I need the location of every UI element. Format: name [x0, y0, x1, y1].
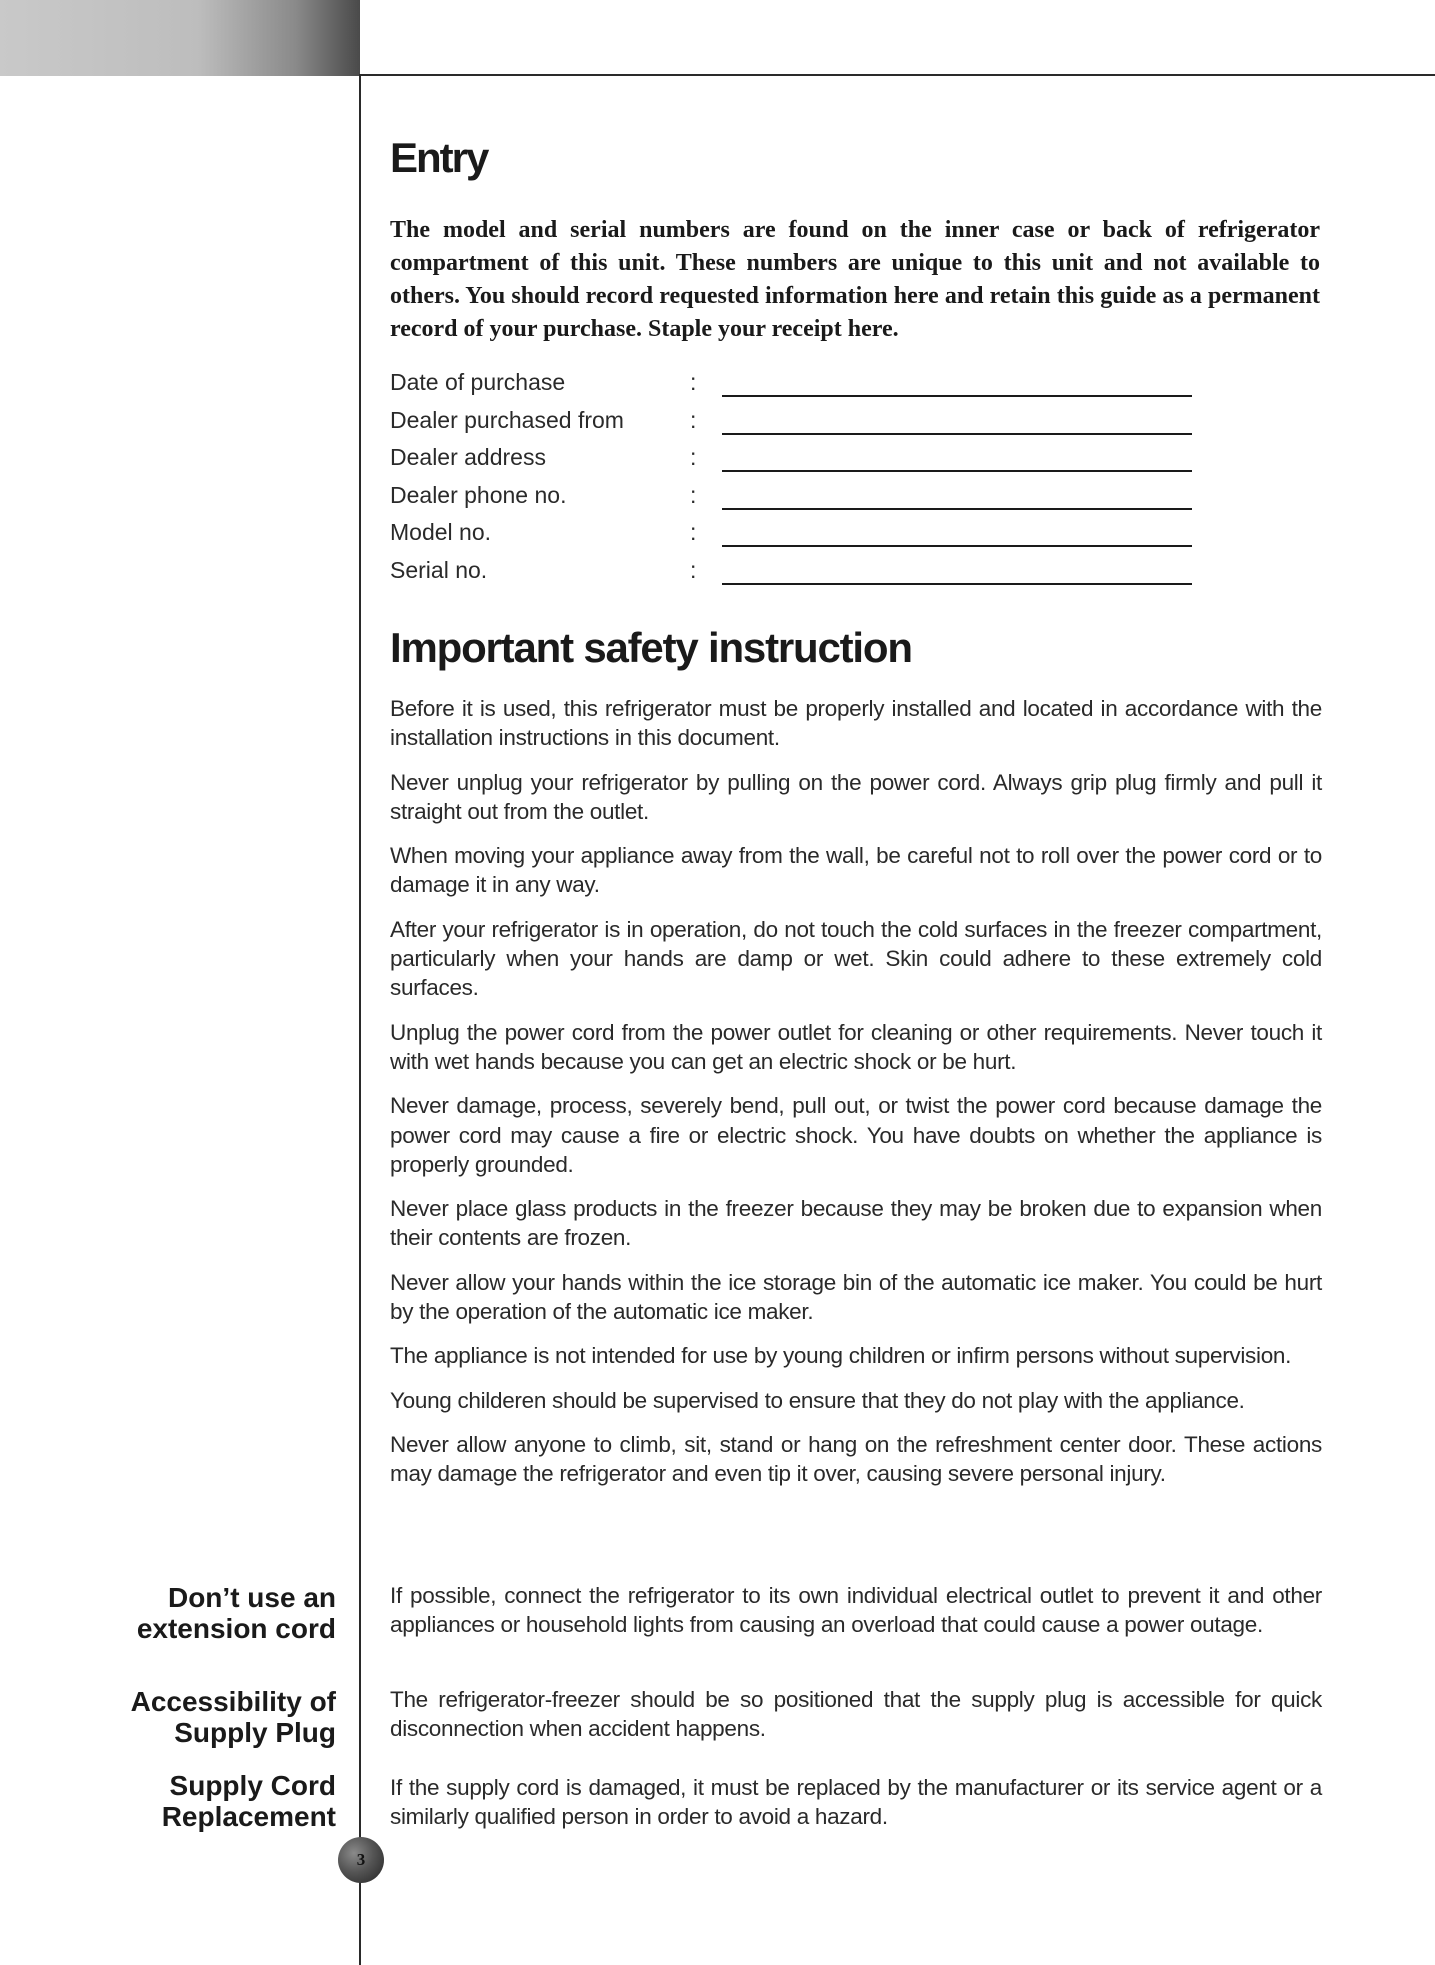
- record-label: Dealer address: [390, 444, 546, 470]
- safety-paragraph: Never unplug your refrigerator by pulling on the power cord. Always grip plug firmly and pull it straight out from the outlet.: [390, 769, 1322, 824]
- record-colon: :: [690, 519, 697, 545]
- safety-paragraph: Never damage, process, severely bend, pull out, or twist the power cord because damage the power cord may cause a fire or electric shock. You have doubts on whether the appliance is properly grounded.: [390, 1093, 1322, 1177]
- margin-rule: [359, 74, 361, 1965]
- side-heading-line: Supply Cord: [169, 1770, 336, 1801]
- side-heading-line: Accessibility of: [130, 1686, 336, 1717]
- record-blank-line: [722, 470, 1192, 472]
- record-row-dealer-address: [390, 440, 1325, 478]
- record-blank-line: [722, 433, 1192, 435]
- side-heading-line: Supply Plug: [174, 1717, 336, 1748]
- safety-title: Important safety instruction: [390, 624, 912, 671]
- record-row-date-of-purchase: [390, 365, 1325, 403]
- record-blank-line: [722, 395, 1192, 397]
- side-heading-supply-cord: [36, 1770, 336, 1832]
- record-label: Model no.: [390, 519, 492, 545]
- entry-title: Entry: [390, 134, 488, 181]
- record-colon: :: [690, 369, 697, 395]
- safety-paragraph: Never allow your hands within the ice storage bin of the automatic ice maker. You could be hurt by the operation of the automatic ice maker.: [390, 1269, 1322, 1325]
- record-colon: :: [690, 406, 697, 433]
- record-colon: :: [690, 556, 697, 583]
- safety-paragraph: After your refrigerator is in operation, do not touch the cold surfaces in the freezer compartment, particularly when your hands are damp or wet. Skin could adhere to these extremely cold surfaces.: [390, 916, 1322, 1001]
- record-row-dealer-phone: [390, 478, 1325, 516]
- header-rule: [360, 74, 1435, 76]
- record-label: Dealer purchased from: [390, 406, 624, 433]
- side-heading-supply-plug: [36, 1686, 336, 1748]
- header-corner-block: [0, 0, 360, 76]
- record-row-dealer-purchased-from: [390, 403, 1325, 441]
- page-number-badge: 3: [338, 1837, 384, 1883]
- safety-paragraph: Unplug the power cord from the power outlet for cleaning or other requirements. Never touch it with wet hands because you can get an electric shock or be hurt.: [390, 1019, 1322, 1074]
- supply-cord-text: If the supply cord is damaged, it must be replaced by the manufacturer or its service agent or a similarly qualified person in order to avoid a hazard.: [390, 1775, 1322, 1830]
- side-heading-extension-cord: [36, 1582, 336, 1644]
- record-blank-line: [722, 583, 1192, 585]
- safety-paragraph: Young childeren should be supervised to ensure that they do not play with the appliance.: [390, 1387, 1245, 1413]
- supply-plug-text: The refrigerator-freezer should be so positioned that the supply plug is accessible for quick disconnection when accident happens.: [390, 1687, 1322, 1742]
- record-label: Dealer phone no.: [390, 481, 567, 508]
- record-colon: :: [690, 481, 697, 508]
- extension-cord-text: If possible, connect the refrigerator to its own individual electrical outlet to prevent it and other appliances or household lights from causing an overload that could cause a power outage.: [390, 1583, 1322, 1638]
- record-row-model-no: [390, 515, 1325, 553]
- record-label: Serial no.: [390, 556, 488, 583]
- safety-paragraph: When moving your appliance away from the wall, be careful not to roll over the power cord or to damage it in any way.: [390, 843, 1322, 898]
- record-blank-line: [722, 545, 1192, 547]
- safety-paragraph: The appliance is not intended for use by young children or infirm persons without supervision.: [390, 1343, 1292, 1369]
- record-label: Date of purchase: [390, 369, 566, 395]
- safety-instructions: [390, 694, 1322, 1489]
- record-row-serial-no: [390, 553, 1325, 591]
- record-blank-line: [722, 508, 1192, 510]
- entry-intro: The model and serial numbers are found on the inner case or back of refrigerator compartment of this unit. These numbers are unique to this unit and not available to others. You should record requested information here and retain this guide as a permanent record of your purchase. Staple your receipt here.: [390, 217, 1320, 342]
- side-heading-line: Don’t use an: [167, 1582, 336, 1613]
- side-heading-line: Replacement: [161, 1801, 336, 1832]
- safety-paragraph: Never place glass products in the freezer because they may be broken due to expansion when their contents are frozen.: [390, 1196, 1322, 1251]
- safety-paragraph: Before it is used, this refrigerator must be properly installed and located in accordance with the installation instructions in this document.: [390, 696, 1322, 751]
- safety-paragraph: Never allow anyone to climb, sit, stand or hang on the refreshment center door. These actions may damage the refrigerator and even tip it over, causing severe personal injury.: [390, 1431, 1322, 1487]
- record-colon: :: [690, 444, 697, 470]
- purchase-record-form: [390, 365, 1325, 590]
- side-heading-line: extension cord: [136, 1613, 336, 1644]
